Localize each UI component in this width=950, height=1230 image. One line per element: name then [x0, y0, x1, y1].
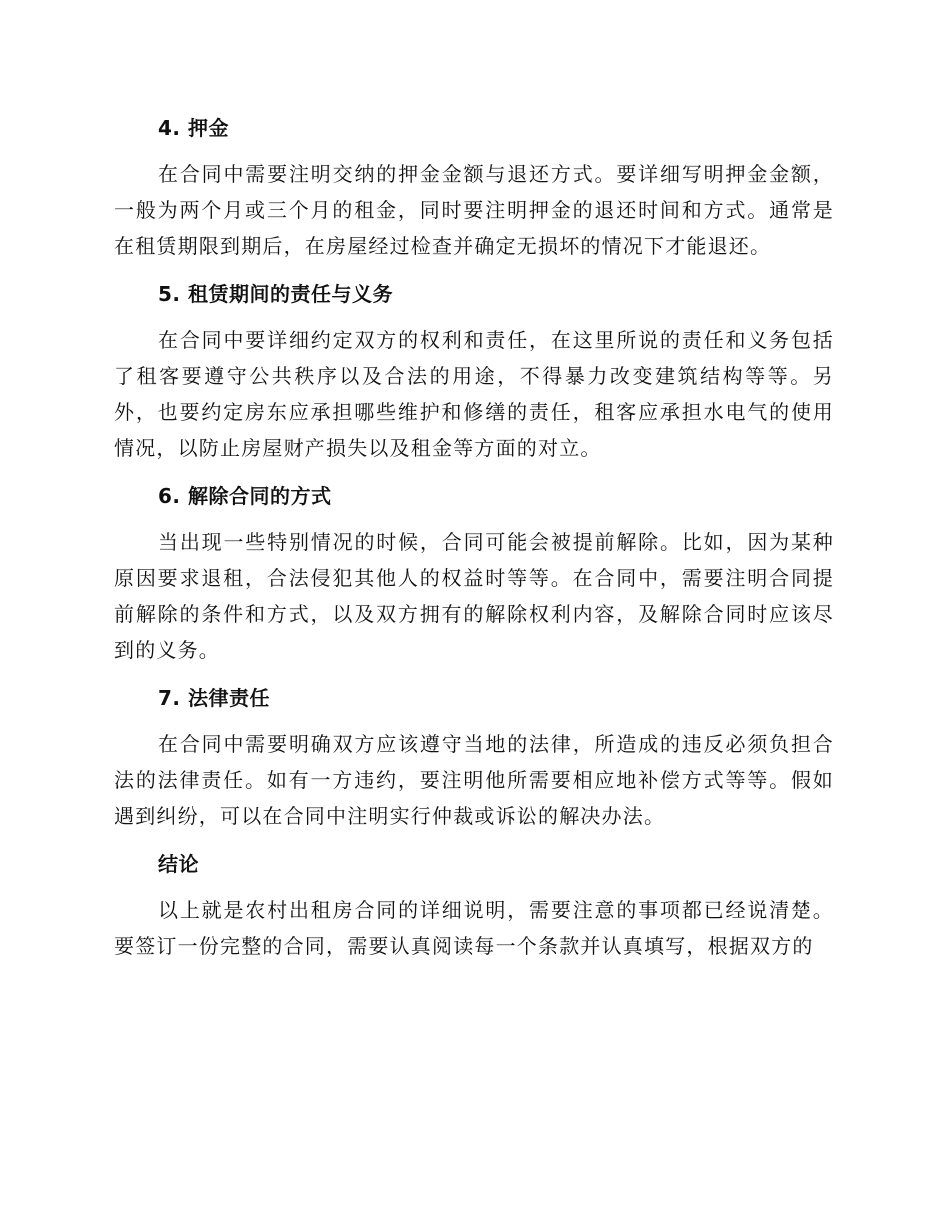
- section-paragraph: 在合同中需要明确双方应该遵守当地的法律，所造成的违反必须负担合法的法律责任。如有一方违约，要注明他所需要相应地补偿方式等等。假如遇到纠纷，可以在合同中注明实行仲裁或诉讼的解决办法。: [114, 732, 834, 828]
- section-termination: [114, 476, 834, 668]
- section-deposit: [114, 108, 834, 264]
- section-heading: 5. 租赁期间的责任与义务: [158, 282, 393, 306]
- section-legal-liability: [114, 678, 834, 834]
- section-responsibilities: [114, 274, 834, 466]
- section-paragraph: 在合同中要详细约定双方的权利和责任，在这里所说的责任和义务包括了租客要遵守公共秩序以及合法的用途，不得暴力改变建筑结构等等。另外，也要约定房东应承担哪些维护和修缮的责任，租客应承担水电气的使用情况，以防止房屋财产损失以及租金等方面的对立。: [114, 328, 834, 460]
- section-paragraph: 以上就是农村出租房合同的详细说明，需要注意的事项都已经说清楚。要签订一份完整的合同，需要认真阅读每一个条款并认真填写，根据双方的: [114, 898, 834, 958]
- section-heading: 7. 法律责任: [158, 686, 270, 710]
- document-content: [114, 108, 834, 974]
- section-paragraph: 当出现一些特别情况的时候，合同可能会被提前解除。比如，因为某种原因要求退租，合法侵犯其他人的权益时等等。在合同中，需要注明合同提前解除的条件和方式，以及双方拥有的解除权利内容，及解除合同时应该尽到的义务。: [114, 530, 834, 662]
- section-conclusion: [114, 844, 834, 964]
- section-heading: 6. 解除合同的方式: [158, 484, 332, 508]
- section-paragraph: 在合同中需要注明交纳的押金金额与退还方式。要详细写明押金金额，一般为两个月或三个月的租金，同时要注明押金的退还时间和方式。通常是在租赁期限到期后，在房屋经过检查并确定无损坏的情况下才能退还。: [114, 162, 834, 258]
- section-heading: 4. 押金: [158, 116, 229, 140]
- section-heading: 结论: [158, 852, 199, 876]
